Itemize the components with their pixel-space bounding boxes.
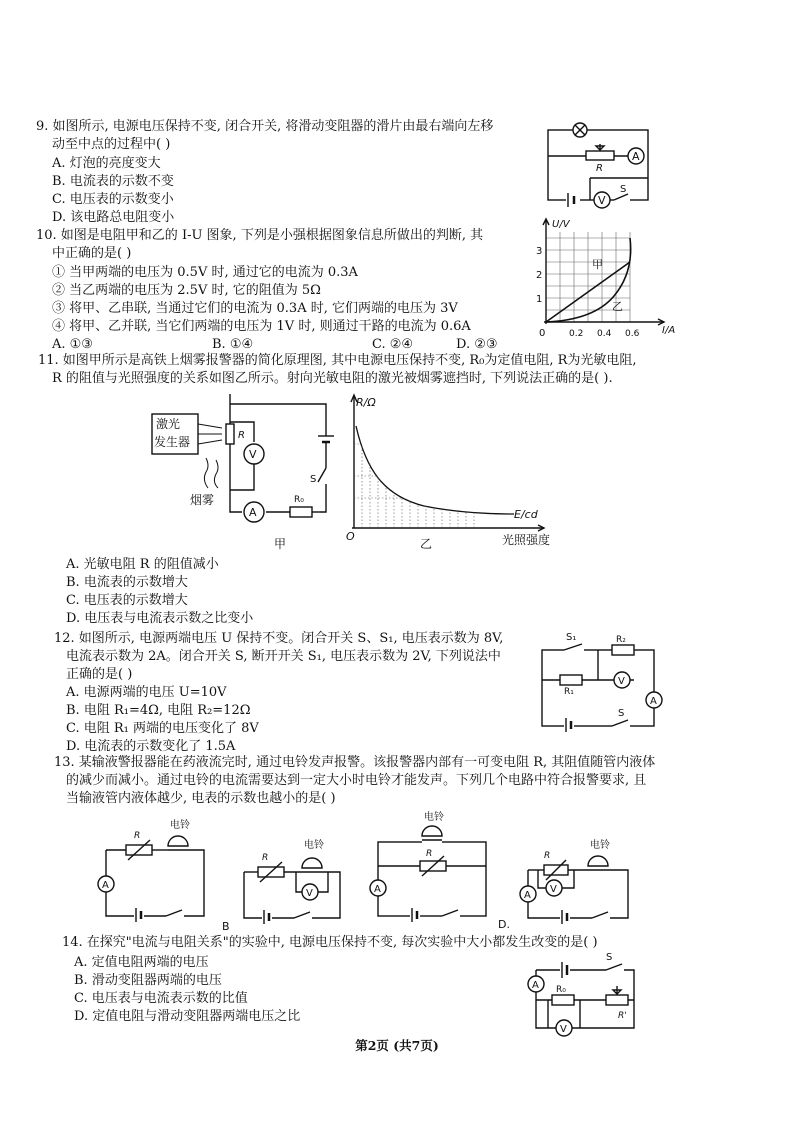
q10-option-c: C. ②④ [372,337,414,352]
q9-rheostat [586,151,614,160]
q11-smoke-alarm-circuit [150,392,340,552]
q10-x-axis-label: I/A [662,325,676,336]
q14-stem: 14. 在探究"电流与电阻关系"的实验中, 电源电压保持不变, 每次实验中大小都发生改变的是( ) [62,935,598,950]
q13-circuit-option-d [498,830,640,931]
q11-stem-line1: 11. 如图甲所示是高铁上烟雾报警器的简化原理图, 其中电源电压保持不变, R₀为定值电阻, R为光敏电阻, [38,353,637,368]
q10-y-axis-label: U/V [552,219,570,230]
q14-rheostat [606,995,628,1005]
q11-option-b: B. 电流表的示数增大 [66,575,188,590]
q13-stem-line1: 13. 某输液警报器能在药液流完时, 通过电铃发声报警。该报警器内部有一可变电阻 R, 其阻值随管内液体 [54,755,656,770]
q14-r0-resistor [552,995,574,1005]
q13a-bell-icon [168,836,188,846]
q12-r1-label: R₁ [564,687,574,697]
q14-option-a: A. 定值电阻两端的电压 [74,955,209,970]
q12-option-a: A. 电源两端的电压 U=10V [66,685,227,700]
q12-r1-resistor [560,675,582,685]
q9-ammeter-label: A [632,150,640,163]
q12-option-c: C. 电阻 R₁ 两端的电压变化了 8V [66,721,259,736]
q11-fig-a-caption: 甲 [274,537,287,551]
q13-circuit-option-a [96,816,214,926]
q12-stem-line3: 正确的是( ) [66,667,133,682]
q13a-ammeter-label: A [102,880,109,891]
q11-r0-resistor [290,507,312,517]
q11-laser-label-2: 发生器 [154,435,191,449]
q9-option-a: A. 灯泡的亮度变大 [52,156,161,171]
q9-option-c: C. 电压表的示数变小 [52,192,174,207]
q11-ammeter-label: A [249,506,257,519]
q10-origin: 0 [539,328,546,339]
q11-origin: O [346,530,355,543]
q12-r2-label: R₂ [616,635,626,645]
q12-stem-line2: 电流表示数为 2A。闭合开关 S, 断开开关 S₁, 电压表示数为 2V, 下列说法中 [66,649,501,664]
q11-switch-label: S [310,474,317,485]
q11-r0-label: R₀ [294,495,304,505]
q9-switch-label: S [620,184,627,195]
q11-x-axis-caption: 光照强度 [502,533,551,547]
q14-ammeter-label: A [532,980,539,991]
q9-rheostat-label: R [596,163,603,174]
q11-y-axis-label: R/Ω [356,396,376,409]
q13-stem-line3: 当输液管内液体越少, 电表的示数也越小的是( ) [66,791,336,806]
q13d-bell-label: 电铃 [590,840,610,851]
q13b-bell-icon [302,858,322,868]
q13c-r-label: R [426,849,433,859]
q10-x-tick-1: 0.2 [569,329,584,339]
q11-voltmeter-label: V [249,448,257,461]
q11-resistance-light-graph [344,392,574,552]
q9-option-d: D. 该电路总电阻变小 [52,210,175,225]
q10-stem-line2: 中正确的是( ) [52,246,132,261]
q14-voltmeter-label: V [560,1024,567,1035]
q14-option-d: D. 定值电阻与滑动变阻器两端电压之比 [74,1009,301,1024]
q10-curve-jia-label: 甲 [592,258,603,271]
q10-y-tick-3: 3 [536,246,543,257]
q10-stem-line1: 10. 如图是电阻甲和乙的 I-U 图象, 下列是小强根据图象信息所做出的判断, 其 [36,228,484,243]
q13-circuit-option-b [222,830,352,933]
q12-voltmeter-label: V [618,676,625,687]
q11-x-axis-label: E/cd [514,508,538,521]
q12-stem-line1: 12. 如图所示, 电源两端电压 U 保持不变。闭合开关 S、S₁, 电压表示数为 8V, [54,631,504,646]
q12-ammeter-label: A [650,696,657,707]
q11-r-label: R [238,430,245,441]
q10-item-4: ④ 将甲、乙并联, 当它们两端的电压为 1V 时, 则通过干路的电流为 0.6A [52,319,471,334]
q10-item-2: ② 当乙两端的电压为 2.5V 时, 它的阻值为 5Ω [52,283,321,298]
q10-curve-yi-label: 乙 [612,300,623,313]
q11-option-a: A. 光敏电阻 R 的阻值减小 [66,557,219,572]
q10-option-b: B. ①④ [212,337,254,352]
q12-s-label: S [618,708,625,719]
q13-option-b-label: B [222,920,230,933]
q9-stem-line2: 动至中点的过程中( ) [52,137,171,152]
q9-circuit-diagram [540,118,660,216]
q13d-r-label: R [544,851,551,861]
page-footer: 第2页 (共7页) [355,1038,439,1053]
q14-switch-label: S [606,952,613,963]
q11-laser-label-1: 激光 [156,417,181,431]
q10-x-tick-2: 0.4 [597,329,612,339]
q10-y-tick-1: 1 [536,294,543,305]
q13b-voltmeter-label: V [306,888,313,899]
q12-r2-resistor [612,645,634,655]
q12-s1-label: S₁ [566,632,577,643]
q10-y-tick-2: 2 [536,270,543,281]
q12-option-b: B. 电阻 R₁=4Ω, 电阻 R₂=12Ω [66,703,251,718]
q10-option-d: D. ②③ [456,337,498,352]
q13b-r-label: R [262,853,269,863]
q12-circuit-diagram [534,630,664,738]
q14-rp-label: R' [618,1011,627,1021]
q13-stem-line2: 的减少而减小。通过电铃的电流需要达到一定大小时电铃才能发声。下列几个电路中符合报警要求, 且 [66,773,647,788]
q12-option-d: D. 电流表的示数变化了 1.5A [66,739,236,754]
q14-option-b: B. 滑动变阻器两端的电压 [74,973,222,988]
q10-item-3: ③ 将甲、乙串联, 当通过它们的电流为 0.3A 时, 它们两端的电压为 3V [52,301,458,316]
q13-circuit-option-c [370,812,494,928]
q10-iu-graph [534,216,684,340]
q11-fig-b-caption: 乙 [420,537,433,551]
q13c-ammeter-label: A [374,884,381,895]
q9-option-b: B. 电流表的示数不变 [52,174,174,189]
q11-r-curve [356,426,514,514]
q13c-bell-icon [422,826,442,836]
q13d-bell-icon [588,856,608,866]
q13d-ammeter-label: A [524,890,531,901]
q10-x-tick-3: 0.6 [625,329,640,339]
q14-option-c: C. 电压表与电流表示数的比值 [74,991,248,1006]
q13b-bell-label: 电铃 [304,840,324,851]
q13-option-d-label: D. [498,918,510,931]
q13a-bell-label: 电铃 [170,820,190,831]
q11-smoke-label: 烟雾 [190,493,215,507]
q11-option-c: C. 电压表的示数增大 [66,593,188,608]
q14-r0-label: R₀ [556,985,566,995]
q9-voltmeter-label: V [598,194,606,207]
q11-stem-line2: R 的阻值与光照强度的关系如图乙所示。射向光敏电阻的激光被烟雾遮挡时, 下列说法正确的是( ). [52,371,613,386]
q10-item-1: ① 当甲两端的电压为 0.5V 时, 通过它的电流为 0.3A [52,265,358,280]
q13a-r-label: R [134,831,141,841]
q13d-voltmeter-label: V [550,884,557,895]
q13c-bell-label: 电铃 [424,812,444,823]
q10-option-a: A. ①③ [52,337,93,352]
q11-option-d: D. 电压表与电流表示数之比变小 [66,611,254,626]
q9-stem-line1: 9. 如图所示, 电源电压保持不变, 闭合开关, 将滑动变阻器的滑片由最右端向左移 [36,119,494,134]
q11-photoresistor [226,424,234,444]
q14-circuit-diagram [522,950,652,1038]
